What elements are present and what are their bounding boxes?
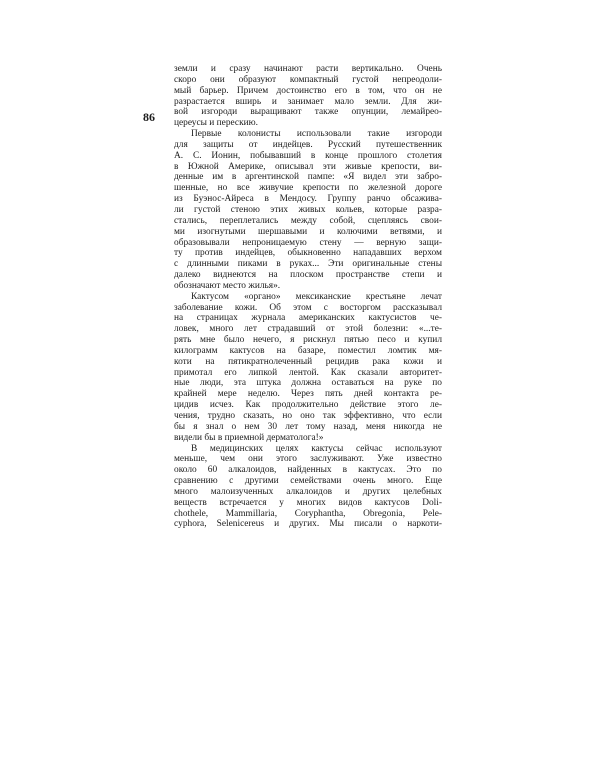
text-line: ловек, много лет страдавший от этой болезни: «...те- bbox=[174, 324, 442, 335]
text-line: чения, трудно сказать, но оно так эффективно, что если bbox=[174, 411, 442, 421]
paragraph bbox=[174, 292, 442, 444]
text-line: много малоизученных алкалоидов и других целебных bbox=[174, 486, 442, 497]
text-line: Первые колонисты использовали такие изгороди bbox=[191, 129, 442, 140]
text-line: на страницах журнала американских кактусистов че- bbox=[174, 313, 442, 324]
text-line: веществ встречается у многих видов кактусов Doli- bbox=[174, 497, 442, 508]
text-line: вой изгороди выращивают также опунции, лемайрео- bbox=[174, 107, 442, 118]
text-line: денные им в аргентинской пампе: «Я видел эти забро- bbox=[174, 172, 442, 183]
text-line: коти на пятикратнолеченный рецидив рака кожи и bbox=[174, 356, 442, 367]
text-line: Кактусом «органо» мексиканские крестьяне лечат bbox=[191, 291, 442, 302]
text-line: ми изогнутыми шершавыми и колючими ветвями, и bbox=[174, 226, 442, 237]
text-line: ные люди, эта штука должна оставаться на руке по bbox=[174, 378, 442, 389]
paragraph bbox=[174, 444, 442, 531]
text-line: цидив исчез. Как продолжительно действие этого ле- bbox=[174, 400, 442, 411]
text-line: для защиты от индейцев. Русский путешественник bbox=[174, 139, 442, 150]
text-line: рять мне было нечего, я рискнул пятью песо и купил bbox=[174, 335, 442, 346]
text-line: цереусы и перескию. bbox=[174, 118, 258, 129]
text-line: около 60 алкалоидов, найденных в кактусах. Это по bbox=[174, 465, 442, 476]
page-number: 86 bbox=[143, 110, 155, 124]
text-line: крайней мере неделю. Через пять дней контакта ре- bbox=[174, 389, 442, 400]
text-line: с длинными пиками в руках... Эти оригинальные стены bbox=[174, 259, 442, 270]
text-line: ли густой стеною этих живых кольев, которые разра- bbox=[174, 204, 442, 215]
text-line: видели бы в приемной дерматолога!» bbox=[174, 432, 324, 443]
text-column bbox=[174, 64, 442, 530]
text-line: chothele, Mammillaria, Coryphantha, Obregonia, Pele- bbox=[174, 508, 442, 519]
text-line: В медицинских целях кактусы сейчас используют bbox=[191, 443, 442, 454]
text-line: А. С. Ионин, побывавший в конце прошлого столетия bbox=[174, 150, 442, 161]
text-line: сравнению с другими семействами очень много. Еще bbox=[174, 476, 442, 487]
text-line: разрастается вширь и занимает мало земли. Для жи- bbox=[174, 96, 442, 107]
text-line: заболевание кожи. Об этом с восторгом рассказывал bbox=[174, 302, 442, 313]
text-line: бы я знал о нем 30 лет тому назад, меня никогда не bbox=[174, 421, 442, 432]
text-line: мый барьер. Причем достоинство его в том, что он не bbox=[174, 85, 442, 96]
text-line: в Южной Америке, описывал эти живые крепости, ви- bbox=[174, 161, 442, 172]
text-line: cyphora, Selenicereus и других. Мы писали о наркоти- bbox=[174, 519, 442, 530]
text-line: земли и сразу начинают расти вертикально. Очень bbox=[174, 64, 442, 74]
text-line: из Буэнос-Айреса в Мендосу. Группу ранчо обсажива- bbox=[174, 194, 442, 205]
text-line: шенные, но все живучие крепости по железной дороге bbox=[174, 183, 442, 194]
text-line: образовывали непроницаемую стену — верную защи- bbox=[174, 237, 442, 248]
text-line: меньше, чем они этого заслуживают. Уже известно bbox=[174, 454, 442, 465]
text-line: скоро они образуют компактный густой непреодоли- bbox=[174, 74, 442, 85]
text-line: ту против индейцев, обыкновенно нападавших верхом bbox=[174, 248, 442, 259]
text-line: далеко виднеются на плоском пространстве степи и bbox=[174, 270, 442, 281]
text-line: примотал его липкой лентой. Как сказали авторитет- bbox=[174, 367, 442, 378]
text-line: килограмм кактусов на базаре, поместил ломтик мя- bbox=[174, 345, 442, 356]
text-line: стались, переплетались между собой, сцепляясь свои- bbox=[174, 215, 442, 226]
paragraph bbox=[174, 129, 442, 292]
paragraph bbox=[174, 64, 442, 129]
text-line: обозначают место жилья». bbox=[174, 280, 281, 291]
